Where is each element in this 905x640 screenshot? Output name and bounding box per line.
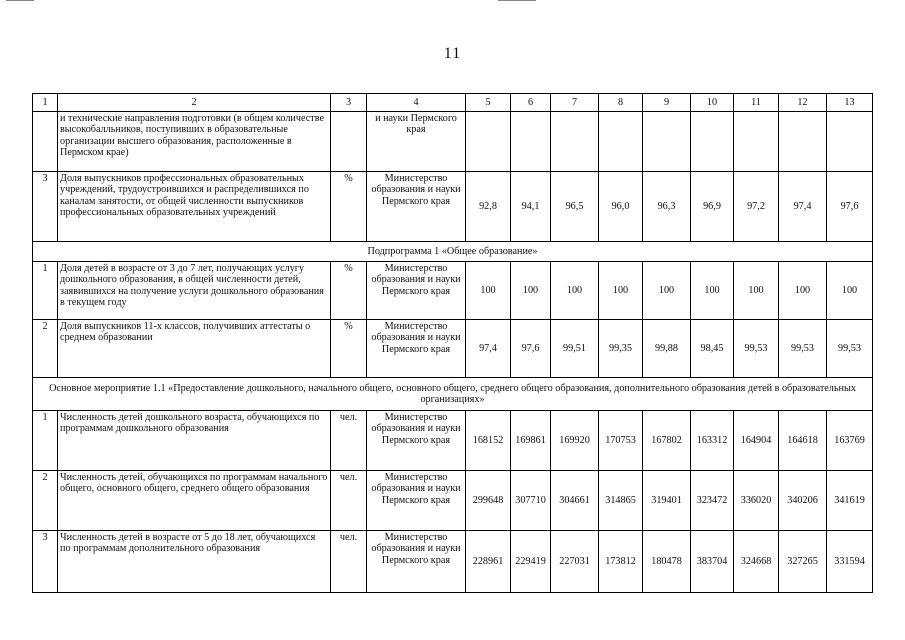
indicator-row [33, 471, 873, 531]
value-cell: 169861 [511, 411, 551, 471]
value-cell: 319401 [643, 471, 691, 531]
value-cell: 167802 [643, 411, 691, 471]
value-cell: 229419 [511, 531, 551, 593]
header-cell: 9 [643, 94, 691, 112]
indicator-description: Численность детей дошкольного возраста, обучающихся по программам дошкольного образования [58, 411, 331, 471]
row-number-cell: 3 [33, 172, 58, 242]
value-cell: 99,53 [779, 320, 827, 378]
header-cell: 12 [779, 94, 827, 112]
indicator-description: Доля детей в возрасте от 3 до 7 лет, получающих услугу дошкольного образования, в общей численности детей, заявившихся на получение услуги дошкольного образования в текущем году [58, 262, 331, 320]
value-cell [466, 112, 511, 172]
value-cell [643, 112, 691, 172]
header-cell: 5 [466, 94, 511, 112]
value-cell: 97,2 [734, 172, 779, 242]
value-cell: 94,1 [511, 172, 551, 242]
unit-cell: % [331, 262, 367, 320]
header-cell: 8 [599, 94, 643, 112]
value-cell: 100 [643, 262, 691, 320]
value-cell [827, 112, 873, 172]
unit-cell: чел. [331, 471, 367, 531]
indicator-row [33, 531, 873, 593]
value-cell: 100 [691, 262, 734, 320]
value-cell: 100 [734, 262, 779, 320]
value-cell: 100 [551, 262, 599, 320]
value-cell: 169920 [551, 411, 599, 471]
value-cell: 100 [779, 262, 827, 320]
row-number-cell: 3 [33, 531, 58, 593]
value-cell: 164904 [734, 411, 779, 471]
indicators-table [32, 93, 873, 593]
value-cell: 341619 [827, 471, 873, 531]
header-row [33, 94, 873, 112]
value-cell: 163769 [827, 411, 873, 471]
unit-cell: чел. [331, 411, 367, 471]
value-cell: 383704 [691, 531, 734, 593]
value-cell: 314865 [599, 471, 643, 531]
organization-cell: Министерство образования и науки Пермского края [367, 471, 466, 531]
organization-cell: и науки Пермского края [367, 112, 466, 172]
top-edge-mark-right [498, 0, 536, 1]
organization-cell: Министерство образования и науки Пермского края [367, 172, 466, 242]
value-cell [734, 112, 779, 172]
row-number-cell: 2 [33, 471, 58, 531]
value-cell: 180478 [643, 531, 691, 593]
table-body [33, 94, 873, 593]
header-cell: 10 [691, 94, 734, 112]
indicator-description: Численность детей, обучающихся по программам начального общего, основного общего, среднего общего образования [58, 471, 331, 531]
subprogram-heading-row [33, 242, 873, 262]
value-cell: 97,6 [827, 172, 873, 242]
value-cell [691, 112, 734, 172]
indicator-description: и технические направления подготовки (в общем количестве высокобалльников, поступивших в образовательные организации высшего образования, расположенные в Пермском крае) [58, 112, 331, 172]
indicator-description: Численность детей в возрасте от 5 до 18 лет, обучающихся по программам дополнительного образования [58, 531, 331, 593]
continuation-row [33, 112, 873, 172]
organization-cell: Министерство образования и науки Пермского края [367, 262, 466, 320]
organization-cell: Министерство образования и науки Пермского края [367, 320, 466, 378]
value-cell: 100 [511, 262, 551, 320]
unit-cell: чел. [331, 531, 367, 593]
value-cell: 99,35 [599, 320, 643, 378]
value-cell: 170753 [599, 411, 643, 471]
value-cell [551, 112, 599, 172]
value-cell: 299648 [466, 471, 511, 531]
measure-heading-row [33, 378, 873, 411]
value-cell: 327265 [779, 531, 827, 593]
unit-cell: % [331, 320, 367, 378]
value-cell: 98,45 [691, 320, 734, 378]
subprogram-title: Подпрограмма 1 «Общее образование» [33, 242, 873, 262]
row-number-cell [33, 112, 58, 172]
value-cell [599, 112, 643, 172]
value-cell: 227031 [551, 531, 599, 593]
header-cell: 7 [551, 94, 599, 112]
indicator-row [33, 172, 873, 242]
organization-cell: Министерство образования и науки Пермского края [367, 411, 466, 471]
value-cell: 97,6 [511, 320, 551, 378]
value-cell: 92,8 [466, 172, 511, 242]
value-cell: 336020 [734, 471, 779, 531]
value-cell: 307710 [511, 471, 551, 531]
header-cell: 11 [734, 94, 779, 112]
value-cell: 163312 [691, 411, 734, 471]
value-cell: 324668 [734, 531, 779, 593]
value-cell: 99,53 [734, 320, 779, 378]
value-cell: 99,51 [551, 320, 599, 378]
value-cell: 97,4 [466, 320, 511, 378]
row-number-cell: 1 [33, 262, 58, 320]
organization-cell: Министерство образования и науки Пермского края [367, 531, 466, 593]
value-cell: 331594 [827, 531, 873, 593]
value-cell: 96,9 [691, 172, 734, 242]
value-cell: 96,3 [643, 172, 691, 242]
value-cell: 96,0 [599, 172, 643, 242]
value-cell: 100 [466, 262, 511, 320]
value-cell: 168152 [466, 411, 511, 471]
header-cell: 13 [827, 94, 873, 112]
value-cell: 340206 [779, 471, 827, 531]
value-cell [779, 112, 827, 172]
value-cell: 100 [599, 262, 643, 320]
header-cell: 3 [331, 94, 367, 112]
unit-cell: % [331, 172, 367, 242]
header-cell: 1 [33, 94, 58, 112]
unit-cell [331, 112, 367, 172]
value-cell: 173812 [599, 531, 643, 593]
value-cell: 96,5 [551, 172, 599, 242]
measure-title: Основное мероприятие 1.1 «Предоставление дошкольного, начального общего, основного общего, среднего общего образования, дополнительного образования детей в образовательных организациях» [33, 378, 873, 411]
indicator-row [33, 262, 873, 320]
indicator-description: Доля выпускников профессиональных образовательных учреждений, трудоустроившихся и распределившихся по каналам занятости, от общей численности выпускников профессиональных образовательных учреждений [58, 172, 331, 242]
page-number: 11 [443, 45, 462, 62]
value-cell: 228961 [466, 531, 511, 593]
value-cell [511, 112, 551, 172]
value-cell: 97,4 [779, 172, 827, 242]
row-number-cell: 1 [33, 411, 58, 471]
value-cell: 99,53 [827, 320, 873, 378]
value-cell: 164618 [779, 411, 827, 471]
indicator-row [33, 320, 873, 378]
value-cell: 100 [827, 262, 873, 320]
header-cell: 4 [367, 94, 466, 112]
header-cell: 6 [511, 94, 551, 112]
top-edge-mark-left [6, 0, 34, 1]
indicator-description: Доля выпускников 11-х классов, получивших аттестаты о среднем образовании [58, 320, 331, 378]
value-cell: 323472 [691, 471, 734, 531]
row-number-cell: 2 [33, 320, 58, 378]
header-cell: 2 [58, 94, 331, 112]
value-cell: 304661 [551, 471, 599, 531]
indicator-row [33, 411, 873, 471]
value-cell: 99,88 [643, 320, 691, 378]
